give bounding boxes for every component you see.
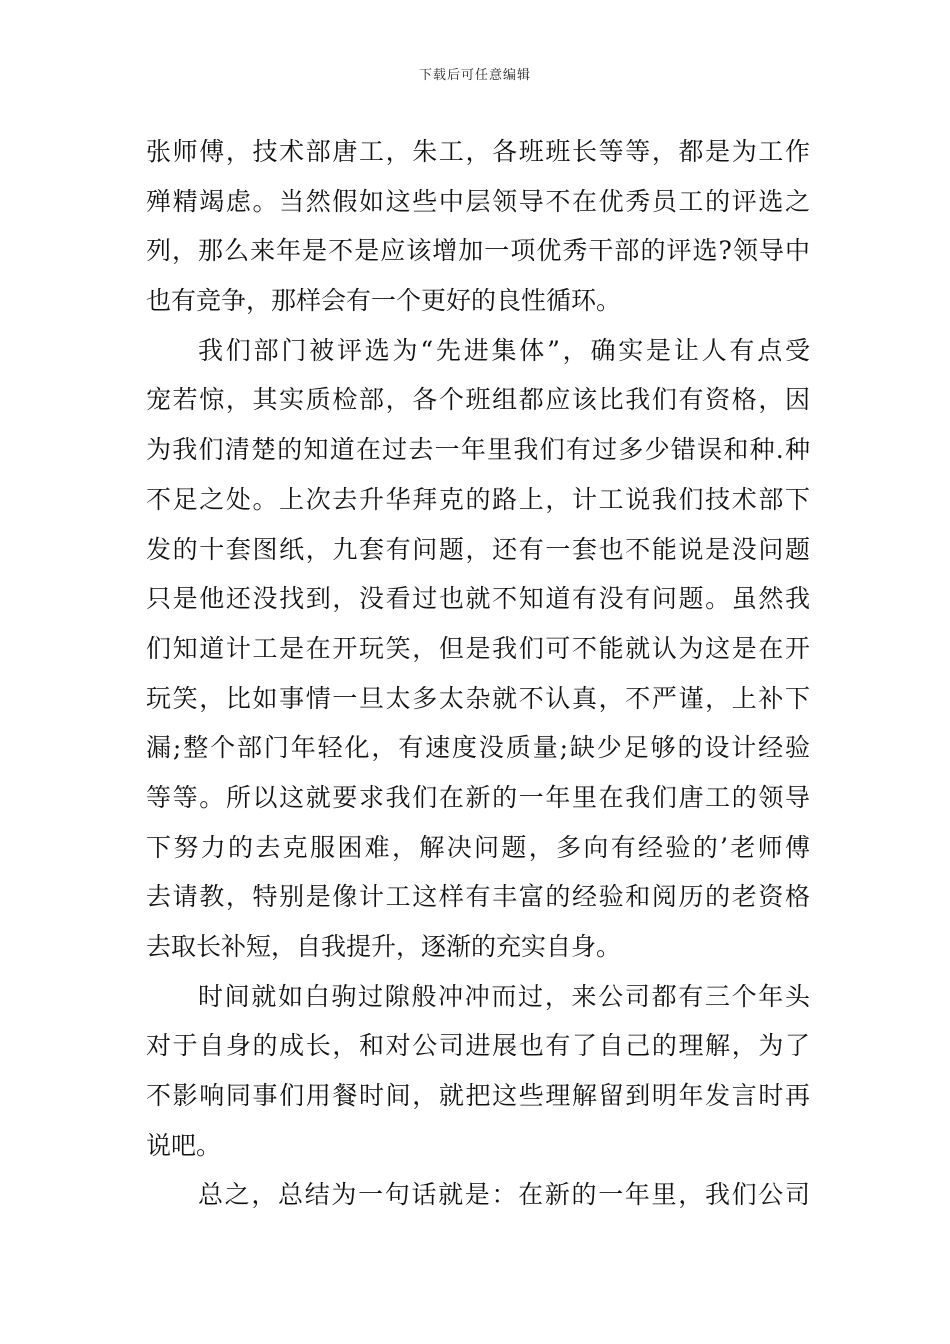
text-line: 总之，总结为一句话就是：在新的一年里，我们公司 (198, 1180, 810, 1210)
text-line: 列，那么来年是不是应该增加一项优秀干部的评选?领导中 (146, 236, 810, 266)
text-line: 说吧。 (146, 1130, 222, 1160)
text-line: 我们部门被评选为“先进集体”，确实是让人有点受 (198, 335, 810, 365)
text-line: 宠若惊，其实质检部，各个班组都应该比我们有资格，因 (146, 385, 810, 415)
text-line: 们知道计工是在开玩笑，但是我们可不能就认为这是在开 (146, 633, 810, 663)
document-body (146, 127, 810, 1220)
text-line: 去请教，特别是像计工这样有丰富的经验和阅历的老资格 (146, 882, 810, 912)
text-line: 发的十套图纸，九套有问题，还有一套也不能说是没问题 (146, 534, 810, 564)
text-line: 不足之处。上次去升华拜克的路上，计工说我们技术部下 (146, 484, 810, 514)
text-line: 对于自身的成长，和对公司进展也有了自己的理解，为了 (146, 1031, 810, 1061)
page-header-note: 下载后可任意编辑 (418, 68, 531, 83)
text-line: 只是他还没找到，没看过也就不知道有没有问题。虽然我 (146, 584, 810, 614)
text-line: 张师傅，技术部唐工，朱工，各班班长等等，都是为工作 (146, 137, 810, 166)
text-line: 也有竞争，那样会有一个更好的良性循环。 (146, 286, 622, 316)
text-line: 玩笑，比如事情一旦太多太杂就不认真，不严谨，上补下 (146, 683, 810, 713)
text-line: 时间就如白驹过隙般冲冲而过，来公司都有三个年头 (198, 981, 810, 1011)
text-line: 下努力的去克服困难，解决问题，多向有经验的’老师傅 (146, 832, 810, 862)
text-line: 不影响同事们用餐时间，就把这些理解留到明年发言时再 (146, 1081, 810, 1111)
text-line: 殚精竭虑。当然假如这些中层领导不在优秀员工的评选之 (146, 186, 810, 216)
text-line: 为我们清楚的知道在过去一年里我们有过多少错误和种.种 (146, 435, 810, 465)
text-line: 等等。所以这就要求我们在新的一年里在我们唐工的领导 (146, 782, 810, 812)
text-line: 去取长补短，自我提升，逐渐的充实自身。 (146, 932, 622, 961)
text-line: 漏;整个部门年轻化，有速度没质量;缺少足够的设计经验 (146, 733, 810, 763)
